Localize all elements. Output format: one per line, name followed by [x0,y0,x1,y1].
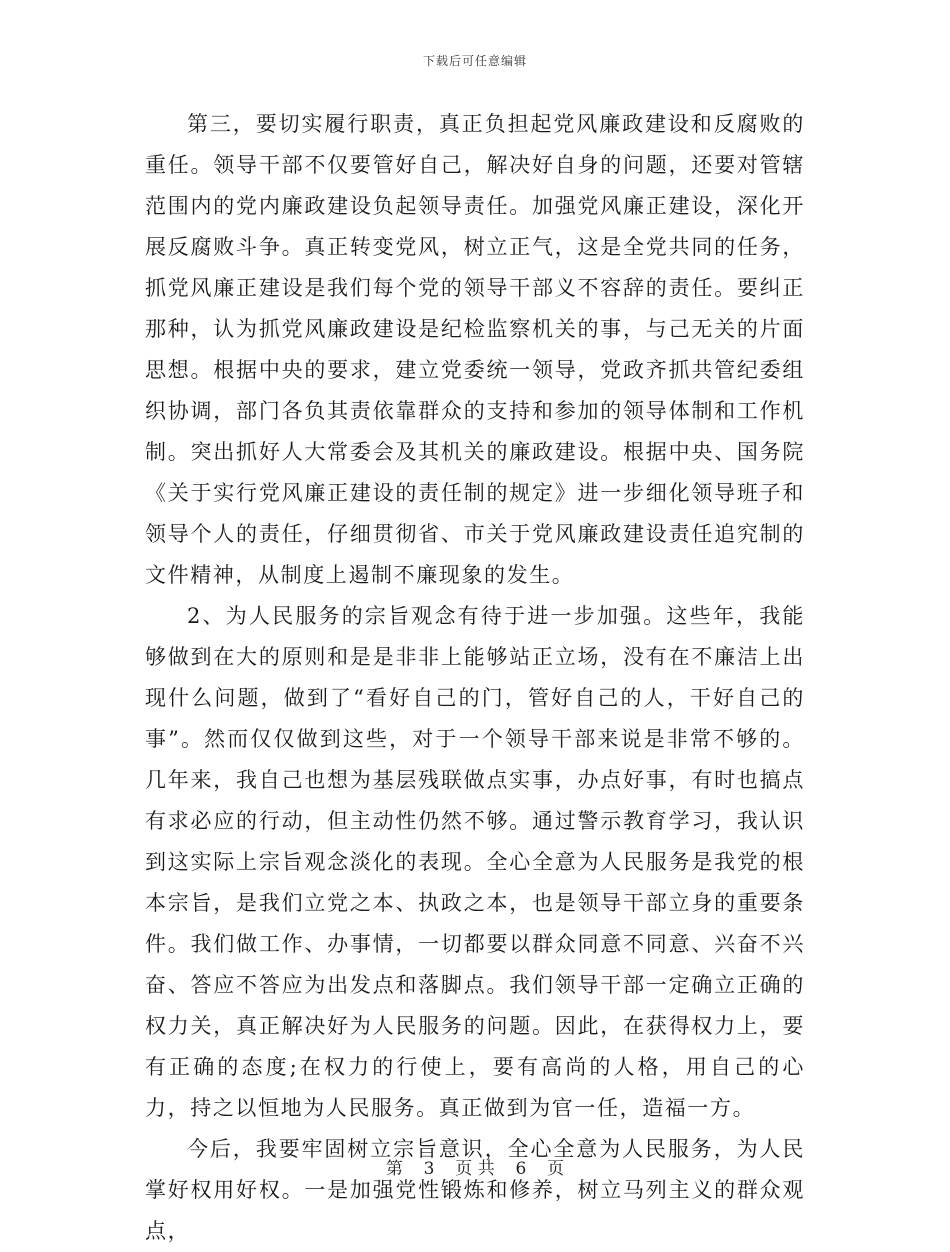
document-body [145,104,805,1252]
paragraph-future: 今后，我要牢固树立宗旨意识，全心全意为人民服务，为人民掌好权用好权。一是加强党性锻炼和修养，树立马列主义的群众观点， [145,1137,805,1243]
paragraph-service: 2、为人民服务的宗旨观念有待于进一步加强。这些年，我能够做到在大的原则和是是非非上能够站正立场，没有在不廉洁上出现什么问题，做到了“看好自己的门，管好自己的人，干好自己的事”。然而仅仅做到这些，对于一个领导干部来说是非常不够的。几年来，我自己也想为基层残联做点实事，办点好事，有时也搞点有求必应的行动，但主动性仍然不够。通过警示教育学习，我认识到这实际上宗旨观念淡化的表现。全心全意为人民服务是我党的根本宗旨，是我们立党之本、执政之本，也是领导干部立身的重要条件。我们做工作、办事情，一切都要以群众同意不同意、兴奋不兴奋、答应不答应为出发点和落脚点。我们领导干部一定确立正确的权力关，真正解决好为人民服务的问题。因此，在获得权力上，要有正确的态度;在权力的行使上，要有高尚的人格，用自己的心力，持之以恒地为人民服务。真正做到为官一任，造福一方。 [145,604,805,1120]
total-pages-number: 6 [515,1159,527,1179]
page-label-mid: 页 共 [455,1159,495,1179]
current-page-number: 3 [423,1159,435,1179]
page-footer [0,1154,950,1179]
page-label-prefix: 第 [385,1159,403,1179]
paragraph-duty: 第三，要切实履行职责，真正负担起党风廉政建设和反腐败的重任。领导干部不仅要管好自己，解决好自身的问题，还要对管辖范围内的党内廉政建设负起领导责任。加强党风廉正建设，深化开展反腐败斗争。真正转变党风，树立正气，这是全党共同的任务，抓党风廉正建设是我们每个党的领导干部义不容辞的责任。要纠正那种，认为抓党风廉政建设是纪检监察机关的事，与己无关的片面思想。根据中央的要求，建立党委统一领导，党政齐抓共管纪委组织协调，部门各负其责依靠群众的支持和参加的领导体制和工作机制。突出抓好人大常委会及其机关的廉政建设。根据中央、国务院《关于实行党风廉正建设的责任制的规定》进一步细化领导班子和领导个人的责任，仔细贯彻省、市关于党风廉政建设责任追究制的文件精神，从制度上遏制不廉现象的发生。 [145,112,805,587]
page-header: 下载后可任意编辑 [422,54,527,68]
page-label-suffix: 页 [547,1159,565,1179]
